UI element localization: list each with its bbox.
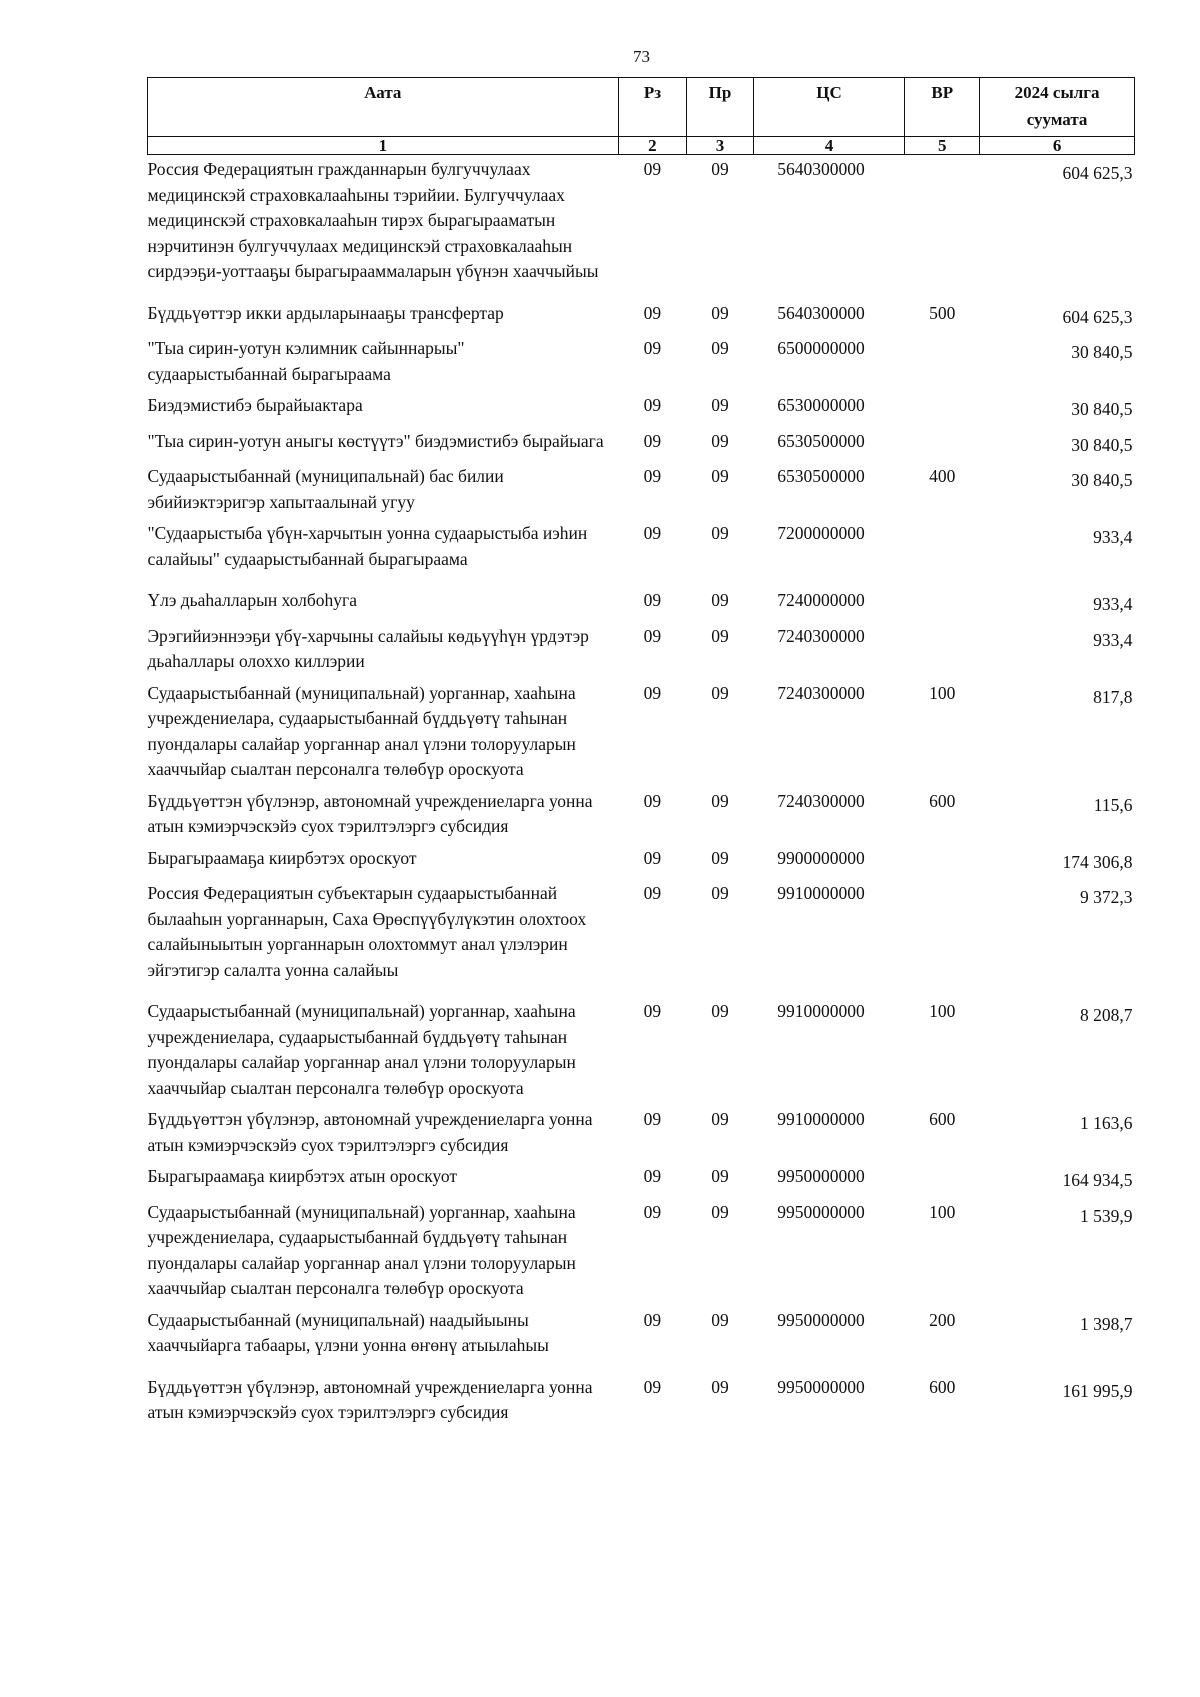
row-name: "Судаарыстыба үбүн-харчытын уонна судаарыстыба иэһин салайыы" судаарыстыбаннай бырагыраама xyxy=(147,523,588,569)
row-cs: 7200000000 xyxy=(777,523,865,543)
row-vr xyxy=(905,879,980,997)
row-rz: 09 xyxy=(643,790,662,811)
row-pr: 09 xyxy=(711,1376,729,1397)
row-name: Бүддьүөттэн үбүлэнэр, автономнай учреждениеларга уонна атын кэмиэрчэскэйэ суох тэрилтэлэргэ субсидия xyxy=(147,1109,593,1155)
column-number: 1 xyxy=(148,137,619,155)
row-vr xyxy=(905,334,980,391)
row-cs: 5640300000 xyxy=(777,302,865,323)
row-sum: 1 539,9 xyxy=(1080,1205,1133,1226)
row-vr xyxy=(905,391,980,427)
row-sum: 8 208,7 xyxy=(1080,1005,1133,1025)
row-pr: 09 xyxy=(711,430,729,451)
row-vr xyxy=(905,519,980,586)
row-vr: 500 xyxy=(929,302,956,323)
row-pr: 09 xyxy=(711,790,729,811)
row-cs: 7240300000 xyxy=(777,625,865,646)
row-pr: 09 xyxy=(711,302,729,323)
table-row xyxy=(148,787,1135,844)
row-cs: 6500000000 xyxy=(777,338,865,358)
row-vr xyxy=(905,622,980,679)
row-name: Россия Федерациятын гражданнарын булгуччулаах медицинскэй страховкалааһыны тэрийии. Булгуччулаах медицинскэй страховкалааһын тирэх бырагырааматын нэрчитинэн булгуччулаах медицинскэй страховкалааһын сирдээҕи-уоттааҕы бырагырааммаларын үбүнэн хааччыйыы xyxy=(147,159,599,281)
row-sum: 817,8 xyxy=(1093,686,1133,707)
row-cs: 7240300000 xyxy=(777,790,865,811)
row-sum: 30 840,5 xyxy=(1071,470,1133,490)
header-rz: Рз xyxy=(618,78,687,137)
row-rz: 09 xyxy=(643,682,662,703)
row-pr: 09 xyxy=(711,523,729,543)
row-name: Судаарыстыбаннай (муниципальнай) бас билии эбийиэктэригэр хапытаалынай угуу xyxy=(147,466,504,512)
row-name: Бүддьүөттэр икки ардыларынааҕы трансфертар xyxy=(147,302,504,323)
row-sum: 174 306,8 xyxy=(1062,851,1133,872)
row-cs: 9950000000 xyxy=(777,1166,865,1186)
table-row xyxy=(148,879,1135,997)
row-name: Судаарыстыбаннай (муниципальнай) уорганнар, хааһына учреждениелара, судаарыстыбаннай бүддьүөтү таһынан пуондалары салайар уорганнар анал үлэни толорууларын хааччыйар сыалтан персоналга төлөбүр ороскуота xyxy=(147,1201,576,1298)
header-row xyxy=(148,78,1135,137)
row-sum: 604 625,3 xyxy=(1062,306,1133,327)
row-name: Судаарыстыбаннай (муниципальнай) наадыйыыны хааччыйарга табаары, үлэни уонна өҥөнү атыылаһыы xyxy=(147,1309,549,1355)
row-pr: 09 xyxy=(711,682,729,703)
row-name: "Тыа сирин-уотун кэлимник сайыннарыы" судаарыстыбаннай бырагыраама xyxy=(147,338,465,384)
row-cs: 9950000000 xyxy=(777,1309,865,1330)
table-row xyxy=(148,997,1135,1105)
row-pr: 09 xyxy=(711,625,729,646)
row-rz: 09 xyxy=(643,430,662,451)
row-cs: 9950000000 xyxy=(777,1201,865,1222)
table-row xyxy=(148,155,1135,299)
row-rz: 09 xyxy=(643,883,662,903)
table-row xyxy=(148,679,1135,787)
row-rz: 09 xyxy=(643,338,662,358)
row-name: Россия Федерациятын субъектарын судаарыстыбаннай былааһын уорганнарын, Саха Өрөспүүбүлүкэтин олохтоох салайыныытын уорганнарын олохтоммут анал үлэлэрин эйгэтигэр салалта уонна салайыы xyxy=(147,883,587,980)
row-cs: 6530500000 xyxy=(777,466,865,486)
row-cs: 7240300000 xyxy=(777,682,865,703)
row-pr: 09 xyxy=(711,395,729,415)
row-pr: 09 xyxy=(711,1201,729,1222)
table-row xyxy=(148,519,1135,586)
row-name: Бырагыраамаҕа киирбэтэх ороскуот xyxy=(147,847,417,868)
row-sum: 1 398,7 xyxy=(1080,1313,1133,1334)
table-row xyxy=(148,1306,1135,1373)
row-pr: 09 xyxy=(711,338,729,358)
column-number-row xyxy=(148,137,1135,155)
row-rz: 09 xyxy=(643,1201,662,1222)
row-pr: 09 xyxy=(711,1309,729,1330)
table-row xyxy=(148,1162,1135,1198)
table-row xyxy=(148,1105,1135,1162)
column-number: 4 xyxy=(753,137,905,155)
row-rz: 09 xyxy=(643,395,662,415)
row-vr: 600 xyxy=(929,1376,956,1397)
row-cs: 9910000000 xyxy=(777,883,865,903)
row-pr: 09 xyxy=(711,590,729,610)
row-cs: 9910000000 xyxy=(777,1109,865,1129)
header-cs: ЦС xyxy=(753,78,905,137)
row-rz: 09 xyxy=(643,847,662,868)
row-vr: 400 xyxy=(929,466,956,486)
table-row xyxy=(148,462,1135,519)
row-pr: 09 xyxy=(711,159,729,179)
row-name: Үлэ дьаһалларын холбоһуга xyxy=(147,590,357,610)
row-name: Судаарыстыбаннай (муниципальнай) уорганнар, хааһына учреждениелара, судаарыстыбаннай бүддьүөтү таһынан пуондалары салайар уорганнар анал үлэни толорууларын хааччыйар сыалтан персоналга төлөбүр ороскуота xyxy=(147,1001,576,1098)
row-cs: 6530000000 xyxy=(777,395,865,415)
row-sum: 30 840,5 xyxy=(1071,434,1133,455)
row-name: Эрэгийиэннээҕи үбү-харчыны салайыы көдьүүһүн үрдэтэр дьаһаллары олоххо киллэрии xyxy=(147,625,589,671)
row-sum: 30 840,5 xyxy=(1071,342,1133,362)
header-pr: Пр xyxy=(687,78,753,137)
row-rz: 09 xyxy=(643,1166,662,1186)
row-cs: 6530500000 xyxy=(777,430,865,451)
row-vr xyxy=(905,586,980,622)
row-rz: 09 xyxy=(643,466,662,486)
row-sum: 115,6 xyxy=(1093,794,1133,815)
row-sum: 604 625,3 xyxy=(1062,163,1133,183)
column-number: 3 xyxy=(687,137,753,155)
column-number: 6 xyxy=(980,137,1135,155)
table-row xyxy=(148,622,1135,679)
table-row xyxy=(148,299,1135,335)
row-pr: 09 xyxy=(711,883,729,903)
row-pr: 09 xyxy=(711,466,729,486)
row-name: Бырагыраамаҕа киирбэтэх атын ороскуот xyxy=(147,1166,458,1186)
row-cs: 9910000000 xyxy=(777,1001,865,1021)
header-sum: 2024 сылга суумата xyxy=(980,78,1135,137)
row-sum: 164 934,5 xyxy=(1062,1170,1133,1190)
page-number: 73 xyxy=(633,47,650,66)
row-pr: 09 xyxy=(711,1166,729,1186)
row-vr: 100 xyxy=(929,682,956,703)
table-row xyxy=(148,1198,1135,1306)
row-sum: 9 372,3 xyxy=(1080,887,1133,907)
row-sum: 933,4 xyxy=(1093,629,1133,650)
column-number: 2 xyxy=(618,137,687,155)
row-rz: 09 xyxy=(643,590,662,610)
row-vr xyxy=(905,844,980,880)
row-cs: 5640300000 xyxy=(777,159,865,179)
row-sum: 30 840,5 xyxy=(1071,399,1133,419)
budget-table xyxy=(147,77,1135,1430)
row-sum: 933,4 xyxy=(1093,594,1133,614)
table-row xyxy=(148,844,1135,880)
row-sum: 1 163,6 xyxy=(1080,1113,1133,1133)
row-name: "Тыа сирин-уотун аныгы көстүүтэ" биэдэмистибэ бырайыага xyxy=(147,430,604,451)
row-rz: 09 xyxy=(643,1001,662,1021)
row-cs: 7240000000 xyxy=(777,590,865,610)
row-name: Бүддьүөттэн үбүлэнэр, автономнай учреждениеларга уонна атын кэмиэрчэскэйэ суох тэрилтэлэргэ субсидия xyxy=(147,790,593,836)
row-sum: 161 995,9 xyxy=(1062,1380,1133,1401)
header-name: Аата xyxy=(148,78,619,137)
row-rz: 09 xyxy=(643,523,662,543)
row-vr: 200 xyxy=(929,1309,956,1330)
header-vr: ВР xyxy=(905,78,980,137)
row-pr: 09 xyxy=(711,1109,729,1129)
table-row xyxy=(148,427,1135,463)
row-rz: 09 xyxy=(643,1376,662,1397)
column-number: 5 xyxy=(905,137,980,155)
row-sum: 933,4 xyxy=(1093,527,1133,547)
row-pr: 09 xyxy=(711,847,729,868)
row-vr: 100 xyxy=(929,1001,956,1021)
table-row xyxy=(148,334,1135,391)
row-rz: 09 xyxy=(643,1309,662,1330)
row-vr xyxy=(905,1162,980,1198)
row-name: Судаарыстыбаннай (муниципальнай) уорганнар, хааһына учреждениелара, судаарыстыбаннай бүддьүөтү таһынан пуондалары салайар уорганнар анал үлэни толорууларын хааччыйар сыалтан персоналга төлөбүр ороскуота xyxy=(147,682,576,779)
row-vr xyxy=(905,155,980,299)
row-cs: 9950000000 xyxy=(777,1376,865,1397)
row-rz: 09 xyxy=(643,159,662,179)
row-cs: 9900000000 xyxy=(777,847,865,868)
table-row xyxy=(148,1373,1135,1430)
row-vr: 600 xyxy=(929,1109,956,1129)
table-row xyxy=(148,391,1135,427)
row-vr xyxy=(905,427,980,463)
row-pr: 09 xyxy=(711,1001,729,1021)
row-vr: 600 xyxy=(929,790,956,811)
row-vr: 100 xyxy=(929,1201,956,1222)
row-name: Биэдэмистибэ бырайыактара xyxy=(147,395,363,415)
row-name: Бүддьүөттэн үбүлэнэр, автономнай учреждениеларга уонна атын кэмиэрчэскэйэ суох тэрилтэлэргэ субсидия xyxy=(147,1376,593,1422)
row-rz: 09 xyxy=(643,625,662,646)
row-rz: 09 xyxy=(643,302,662,323)
table-row xyxy=(148,586,1135,622)
row-rz: 09 xyxy=(643,1109,662,1129)
